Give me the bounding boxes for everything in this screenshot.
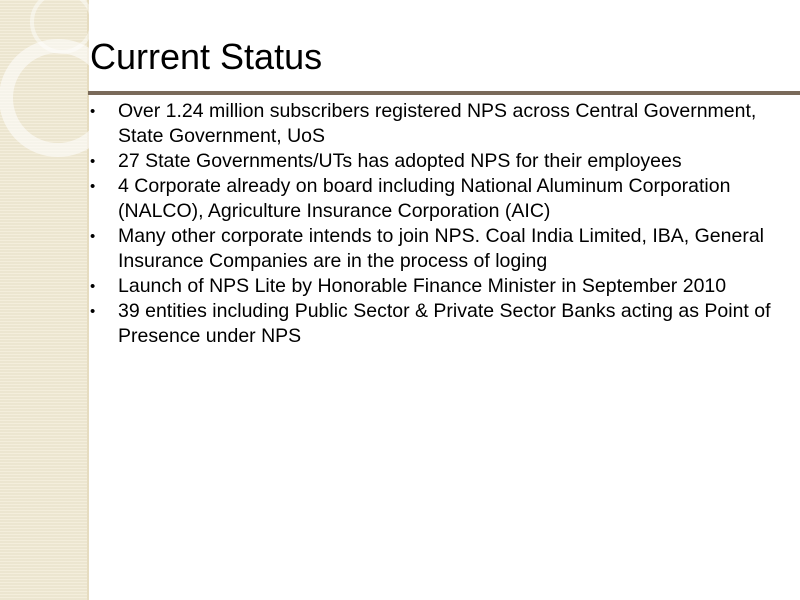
slide-title: Current Status bbox=[90, 36, 323, 77]
bullet-marker: • bbox=[90, 103, 96, 120]
title-divider bbox=[88, 91, 800, 95]
bullet-item bbox=[90, 99, 790, 149]
bullet-marker: • bbox=[90, 278, 96, 295]
bullet-marker: • bbox=[90, 303, 96, 320]
bullet-text: 39 entities including Public Sector & Private Sector Banks acting as Point of Presence under NPS bbox=[118, 300, 771, 347]
bullet-marker: • bbox=[90, 178, 96, 195]
bullet-text: 27 State Governments/UTs has adopted NPS for their employees bbox=[118, 150, 682, 172]
bullet-marker: • bbox=[90, 153, 96, 170]
bullet-marker: • bbox=[90, 228, 96, 245]
bullet-item bbox=[90, 174, 790, 224]
bullet-item bbox=[90, 274, 790, 299]
bullet-text: Over 1.24 million subscribers registered NPS across Central Government, State Government, UoS bbox=[118, 100, 757, 147]
bullet-list bbox=[90, 99, 790, 349]
bullet-text: Launch of NPS Lite by Honorable Finance Minister in September 2010 bbox=[118, 275, 727, 297]
bullet-text: 4 Corporate already on board including National Aluminum Corporation (NALCO), Agriculture Insurance Corporation (AIC) bbox=[118, 175, 731, 222]
bullet-item bbox=[90, 299, 790, 349]
bullet-item bbox=[90, 224, 790, 274]
bullet-text: Many other corporate intends to join NPS. Coal India Limited, IBA, General Insurance Companies are in the process of loging bbox=[118, 225, 765, 272]
bullet-item bbox=[90, 149, 790, 174]
